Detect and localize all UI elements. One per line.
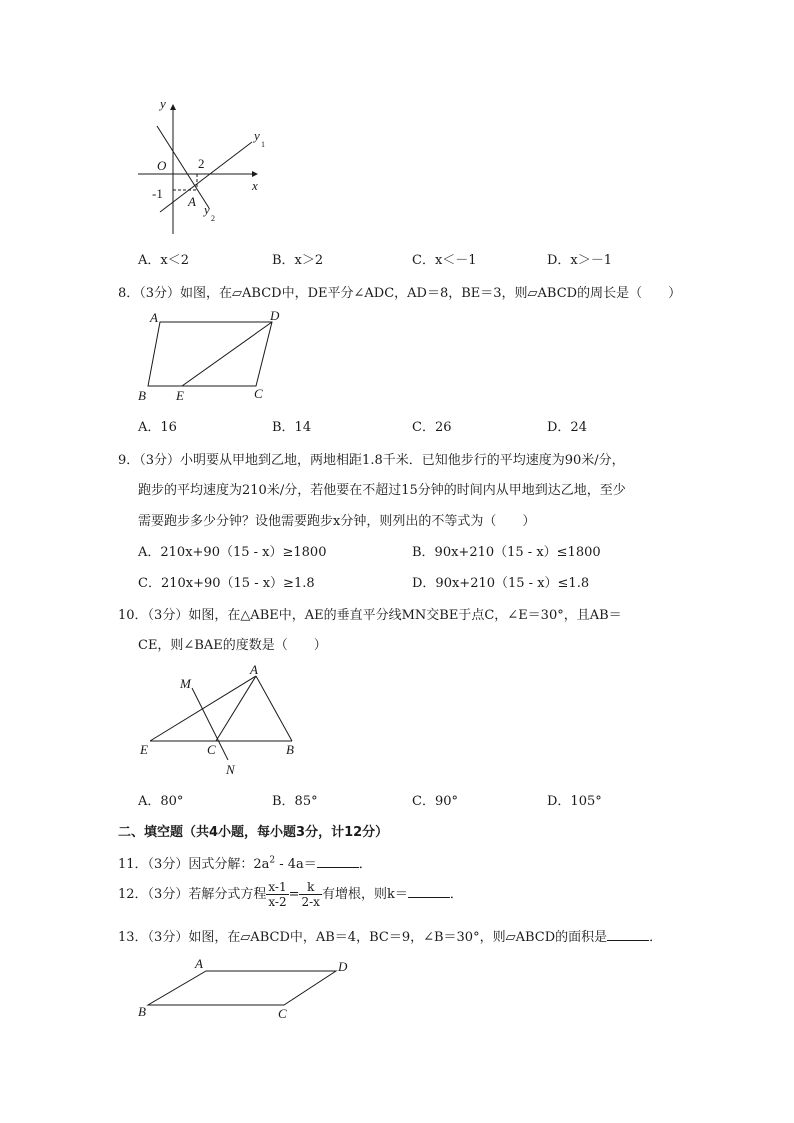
q12-equals: = (288, 887, 300, 902)
label-b: B (138, 388, 146, 403)
q12-suffix: ． (449, 887, 463, 902)
q8-option-a: A．16 (138, 420, 177, 435)
q8-option-d: D．24 (547, 420, 587, 435)
label-d: D (338, 959, 348, 974)
q7-option-c: C．x＜－1 (412, 253, 477, 268)
q11-prefix: 11．（3分）因式分解：2a (118, 857, 270, 872)
q13-prefix: 13．（3分）如图，在▱ABCD中，AB＝4，BC＝9，∠B＝30°，则▱ABCD的面积是 (118, 930, 608, 945)
q12-fraction-2 (299, 880, 321, 909)
parallelogram (148, 322, 272, 386)
label-d: D (270, 308, 280, 323)
section-title: 二、填空题（共4小题，每小题3分，计12分） (118, 825, 389, 840)
q12-mid: 有增根，则k＝ (321, 887, 408, 902)
q12-answer-blank[interactable] (408, 886, 450, 898)
q9-line3: 需要跑步多少分钟？设他需要跑步x分钟，则列出的不等式为（ ） (138, 514, 536, 529)
label-y1: y (254, 128, 260, 143)
q9-line2: 跑步的平均速度为210米/分，若他要在不超过15分钟的时间内从甲地到达乙地，至少 (138, 483, 626, 498)
y-axis-arrow (170, 104, 176, 110)
label-y2-sub: 2 (211, 214, 215, 223)
q10-line1: 10．（3分）如图，在△ABE中，AE的垂直平分线MN交BE于点C，∠E＝30°，且AB＝ (118, 608, 622, 623)
q9-option-b: B．90x+210（15 - x）≤1800 (412, 545, 601, 560)
q8-stem: 8．（3分）如图，在▱ABCD中，DE平分∠ADC，AD＝8，BE＝3，则▱ABCD的周长是（ ） (118, 286, 682, 301)
q13-figure (134, 952, 364, 1032)
label-b: B (138, 1004, 146, 1019)
q11-exponent: 2 (269, 855, 276, 866)
q11-suffix: ． (358, 857, 372, 872)
label-n: N (226, 762, 235, 777)
parallelogram (148, 971, 336, 1005)
label-c: C (207, 742, 216, 757)
q9-option-d: D．90x+210（15 - x）≤1.8 (412, 576, 590, 591)
q10-option-a: A．80° (138, 794, 184, 809)
q9-option-a: A．210x+90（15 - x）≥1800 (138, 545, 327, 560)
segment-ea (150, 676, 256, 741)
q11-answer-blank[interactable] (317, 856, 359, 868)
label-a: A (188, 194, 196, 209)
q12-prefix: 12．（3分）若解分式方程 (118, 887, 267, 902)
label-b: B (286, 742, 294, 757)
q9-line1: 9．（3分）小明要从甲地到乙地，两地相距1.8千米．已知他步行的平均速度为90米/分， (118, 453, 625, 468)
q7-option-b: B．x＞2 (272, 253, 324, 268)
label-m: M (180, 676, 191, 691)
label-a: A (150, 310, 158, 325)
label-e: E (176, 388, 184, 403)
q12-frac1-num: x-1 (268, 880, 287, 894)
q13-stem (118, 926, 662, 945)
q10-option-b: B．85° (272, 794, 318, 809)
q10-option-d: D．105° (547, 794, 602, 809)
label-c: C (278, 1006, 287, 1021)
label-neg1: -1 (152, 186, 163, 201)
label-y1-sub: 1 (261, 140, 265, 149)
q10-option-c: C．90° (412, 794, 458, 809)
q8-option-b: B．14 (272, 420, 312, 435)
q12-stem (118, 880, 463, 909)
q12-frac2-den: 2-x (301, 895, 320, 909)
label-a: A (250, 662, 258, 677)
q13-suffix: ． (649, 930, 663, 945)
q12-frac1-den: x-2 (268, 895, 287, 909)
q12-fraction-1 (266, 880, 288, 909)
q7-option-a: A．x＜2 (138, 253, 189, 268)
label-c: C (254, 386, 263, 401)
q9-option-c: C．210x+90（15 - x）≥1.8 (138, 576, 315, 591)
label-2: 2 (198, 156, 205, 171)
q8-option-c: C．26 (412, 420, 452, 435)
q13-answer-blank[interactable] (607, 929, 649, 941)
q8-figure (136, 308, 296, 403)
q10-line2: CE，则∠BAE的度数是（ ） (138, 638, 327, 653)
label-x: x (252, 178, 258, 193)
segment-ac (216, 676, 256, 741)
q11-mid: - 4a＝ (275, 857, 317, 872)
q10-figure (136, 660, 316, 780)
segment-ab (256, 676, 292, 741)
label-o: O (157, 158, 167, 173)
x-axis-arrow (252, 171, 258, 177)
q12-frac2-num: k (299, 880, 321, 895)
label-y: y (160, 96, 166, 111)
q11-stem (118, 853, 372, 872)
label-y2: y (204, 202, 210, 217)
q7-graph (130, 98, 290, 238)
q7-option-d: D．x＞－1 (547, 253, 613, 268)
label-a: A (195, 956, 203, 971)
label-e: E (140, 742, 148, 757)
